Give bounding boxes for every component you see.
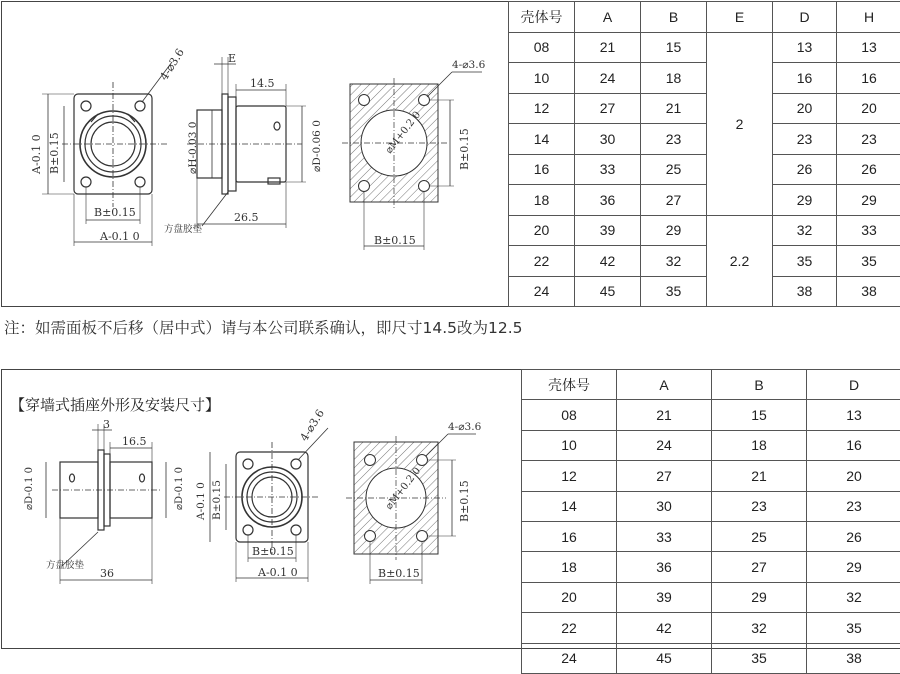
cell: 32	[773, 215, 837, 246]
cell: 20	[509, 215, 575, 246]
cell: 38	[807, 643, 900, 673]
cell-e-group1: 2	[707, 32, 773, 215]
tw-dim-3: 3	[103, 418, 110, 431]
cell: 25	[641, 154, 707, 185]
cell: 33	[617, 521, 712, 551]
tw-front-hole-label: 4-⌀3.6	[298, 407, 327, 443]
cell: 38	[773, 276, 837, 307]
tw-cutout-dim-m: ⌀M+0.2 0	[384, 466, 424, 512]
cell: 24	[575, 63, 641, 94]
cell: 18	[712, 430, 807, 460]
table-row	[522, 613, 900, 643]
tw-cutout-view	[346, 434, 476, 584]
table-row	[509, 246, 900, 277]
cell: 29	[807, 552, 900, 582]
cell: 12	[509, 93, 575, 124]
table-row	[522, 643, 900, 673]
tw-cutout-mount-hole	[365, 455, 376, 466]
tw-cutout-mount-hole	[417, 531, 428, 542]
tw-cutout-dim-b-vertical: B±0.15	[458, 480, 471, 522]
tw-cutout-mount-hole	[365, 531, 376, 542]
cell: 35	[641, 276, 707, 307]
cell: 45	[575, 276, 641, 307]
latch	[268, 178, 280, 184]
table-header-row	[522, 370, 900, 400]
tw-dim-a-bottom: A-0.1 0	[257, 566, 298, 579]
cell: 36	[617, 552, 712, 582]
cell: 38	[837, 276, 900, 307]
side-dim-e: E	[228, 52, 236, 65]
cell: 21	[617, 400, 712, 430]
cell: 15	[641, 32, 707, 63]
cell: 16	[509, 154, 575, 185]
cell: 29	[773, 185, 837, 216]
col-header: A	[617, 370, 712, 400]
pin-mark	[274, 122, 280, 130]
mount-hole	[135, 101, 145, 111]
tw-mount-hole	[243, 459, 253, 469]
tw-cutout-dim-b-bottom: B±0.15	[378, 567, 420, 580]
cutout-dim-b-vertical: B±0.15	[458, 128, 471, 170]
cell: 13	[837, 32, 900, 63]
table-row	[522, 400, 900, 430]
cell: 13	[807, 400, 900, 430]
cutout-mount-hole	[359, 95, 370, 106]
side-view	[187, 57, 306, 228]
mount-hole	[81, 177, 91, 187]
table-row	[522, 461, 900, 491]
cell: 36	[575, 185, 641, 216]
table-row	[522, 552, 900, 582]
col-header: B	[641, 2, 707, 33]
cell-e-group2: 2.2	[707, 215, 773, 307]
cell: 24	[617, 430, 712, 460]
cutout-dim-m: ⌀M+0.2 0	[384, 110, 424, 156]
cell: 24	[522, 643, 617, 673]
cell: 20	[807, 461, 900, 491]
cell: 23	[807, 491, 900, 521]
table-row	[509, 32, 900, 63]
tw-dim-16-5: 16.5	[122, 435, 147, 448]
cell: 23	[641, 124, 707, 155]
cell: 16	[773, 63, 837, 94]
table-row	[522, 582, 900, 612]
cell: 20	[773, 93, 837, 124]
cutout-hole-label: 4-⌀3.6	[452, 59, 486, 71]
section-title: 【穿墙式插座外形及安装尺寸】	[10, 394, 220, 415]
front-hole-label: 4-⌀3.6	[157, 46, 186, 82]
table-row	[522, 521, 900, 551]
table-header-row	[509, 2, 900, 33]
cell: 35	[807, 613, 900, 643]
tw-mount-hole	[243, 525, 253, 535]
cell: 18	[522, 552, 617, 582]
col-header: B	[712, 370, 807, 400]
mount-hole	[81, 101, 91, 111]
tw-cutout-hole-label: 4-⌀3.6	[448, 421, 482, 433]
cell: 21	[575, 32, 641, 63]
cell: 13	[773, 32, 837, 63]
cell: 20	[522, 582, 617, 612]
cell: 22	[522, 613, 617, 643]
cell: 26	[807, 521, 900, 551]
side-dim-14-5: 14.5	[250, 77, 275, 90]
col-header: D	[807, 370, 900, 400]
col-header: 壳体号	[522, 370, 617, 400]
cell: 27	[712, 552, 807, 582]
cell: 23	[773, 124, 837, 155]
cell: 10	[522, 430, 617, 460]
cell: 10	[509, 63, 575, 94]
mount-hole	[135, 177, 145, 187]
cell: 26	[773, 154, 837, 185]
cell: 30	[617, 491, 712, 521]
tw-pin-mark	[70, 474, 75, 482]
table-row	[509, 215, 900, 246]
cell: 42	[617, 613, 712, 643]
cell: 14	[522, 491, 617, 521]
cell: 23	[837, 124, 900, 155]
tw-dim-d-left: ⌀D-0.1 0	[24, 467, 35, 510]
flange-socket-drawing	[2, 2, 508, 306]
tw-mount-hole	[291, 525, 301, 535]
cell: 39	[575, 215, 641, 246]
cell: 35	[837, 246, 900, 277]
front-dim-a-bottom: A-0.1 0	[99, 230, 140, 243]
tw-gasket-label: 方盘胶垫	[46, 559, 85, 571]
cell: 16	[807, 430, 900, 460]
tw-front-view	[210, 428, 328, 582]
tw-dim-b-vertical: B±0.15	[211, 480, 223, 520]
cell: 20	[837, 93, 900, 124]
tw-dim-a: A-0.1 0	[195, 482, 207, 521]
cell: 16	[522, 521, 617, 551]
cell: 32	[712, 613, 807, 643]
cell: 14	[509, 124, 575, 155]
col-header: A	[575, 2, 641, 33]
cutout-dim-b-bottom: B±0.15	[374, 234, 416, 247]
front-dim-a: A-0.1 0	[30, 134, 43, 175]
table-row	[509, 124, 900, 155]
front-dim-b-vertical: B±0.15	[48, 132, 61, 174]
cell: 26	[837, 154, 900, 185]
cell: 32	[807, 582, 900, 612]
through-wall-spec-table	[521, 369, 900, 674]
through-wall-socket-drawing	[2, 370, 521, 648]
cutout-mount-hole	[359, 181, 370, 192]
note-text: 注：如需面板不后移（居中式）请与本公司联系确认，即尺寸14.5改为12.5	[4, 316, 523, 338]
tw-dim-36: 36	[100, 567, 114, 580]
cell: 08	[509, 32, 575, 63]
cell: 45	[617, 643, 712, 673]
cell: 18	[641, 63, 707, 94]
cell: 42	[575, 246, 641, 277]
cell: 33	[837, 215, 900, 246]
tw-pin-mark	[140, 474, 145, 482]
cell: 15	[712, 400, 807, 430]
side-gasket-label: 方盘胶垫	[164, 223, 203, 235]
table-row	[509, 93, 900, 124]
col-header: D	[773, 2, 837, 33]
tw-dim-d-right: ⌀D-0.1 0	[174, 467, 185, 510]
cell: 12	[522, 461, 617, 491]
cell: 29	[837, 185, 900, 216]
front-dim-b-bottom: B±0.15	[94, 206, 136, 219]
side-dim-26-5: 26.5	[234, 211, 259, 224]
cell: 35	[773, 246, 837, 277]
table-row	[509, 185, 900, 216]
table-row	[509, 63, 900, 94]
cell: 29	[712, 582, 807, 612]
cell: 27	[617, 461, 712, 491]
cell: 30	[575, 124, 641, 155]
cell: 35	[712, 643, 807, 673]
table-row	[509, 154, 900, 185]
cell: 33	[575, 154, 641, 185]
cell: 08	[522, 400, 617, 430]
cell: 21	[641, 93, 707, 124]
cell: 22	[509, 246, 575, 277]
col-header: E	[707, 2, 773, 33]
cell: 32	[641, 246, 707, 277]
col-header: H	[837, 2, 900, 33]
cell: 18	[509, 185, 575, 216]
through-wall-socket-panel	[1, 369, 900, 649]
cell: 27	[575, 93, 641, 124]
side-dim-d: ⌀D-0.06 0	[311, 120, 323, 172]
col-header: 壳体号	[509, 2, 575, 33]
cell: 27	[641, 185, 707, 216]
tw-mount-hole	[291, 459, 301, 469]
side-dim-h: ⌀H-0.03 0	[187, 122, 199, 174]
tw-cutout-mount-hole	[417, 455, 428, 466]
flange-spec-table	[508, 1, 900, 307]
flange-socket-panel	[1, 1, 900, 307]
cutout-mount-hole	[419, 181, 430, 192]
table-row	[522, 491, 900, 521]
cell: 39	[617, 582, 712, 612]
table-row	[509, 276, 900, 307]
cell: 24	[509, 276, 575, 307]
table-row	[522, 430, 900, 460]
cell: 25	[712, 521, 807, 551]
cell: 23	[712, 491, 807, 521]
cell: 29	[641, 215, 707, 246]
tw-dim-b-bottom: B±0.15	[252, 545, 294, 558]
cell: 16	[837, 63, 900, 94]
cell: 21	[712, 461, 807, 491]
